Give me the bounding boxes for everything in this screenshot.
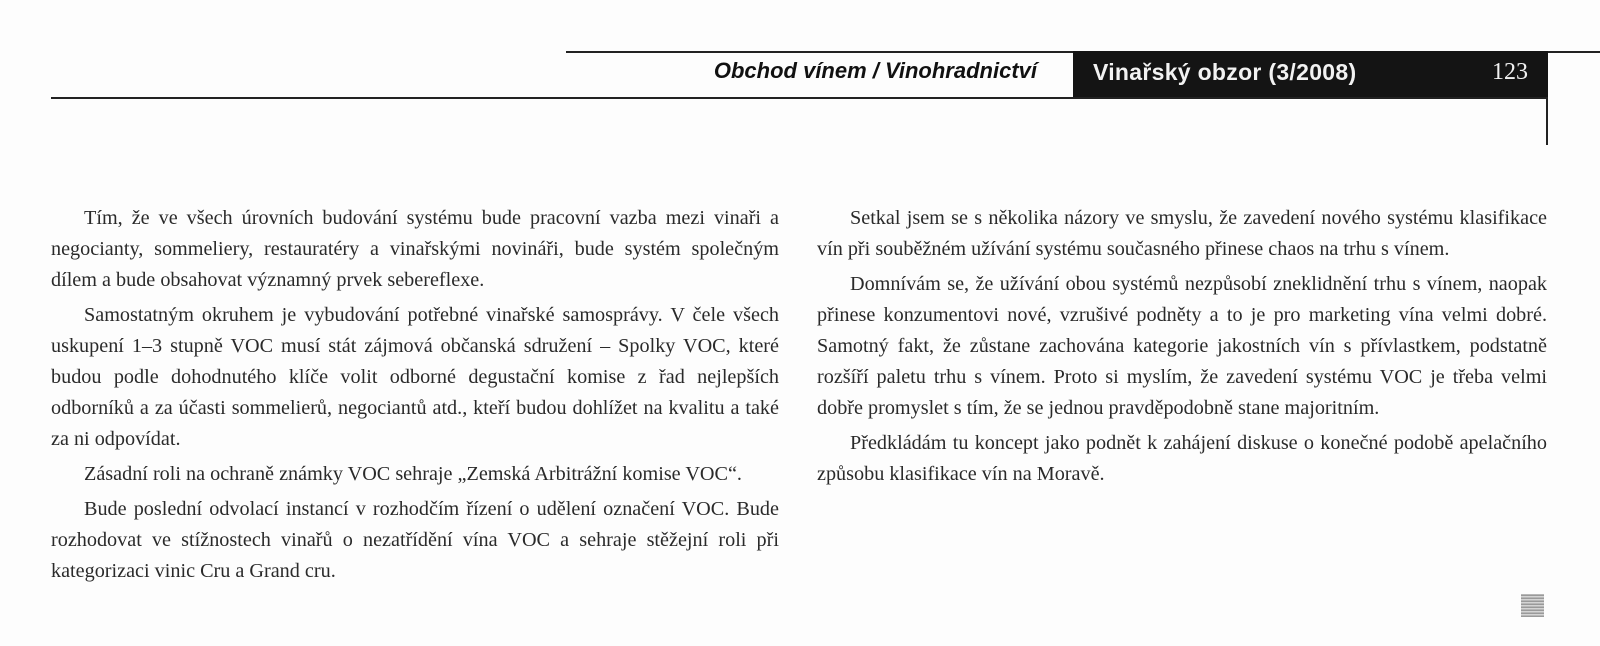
paragraph: Setkal jsem se s několika názory ve smyslu, že zavedení nového systému klasifikace vín při souběžném užívání systému současného přinese chaos na trhu s vínem. [817,207,1547,260]
left-column [51,203,779,591]
right-column [817,203,1547,494]
paragraph: Domnívám se, že užívání obou systémů nezpůsobí zneklidnění trhu s vínem, naopak přinese konzumentovi nové, vzrušivé podněty a to je pro marketing vína velmi dobré. Samotný fakt, že zůstane zachována kategorie jakostních vín s přívlastkem, podstatně rozšíří paletu trhu s vínem. Proto si myslím, že zavedení systému VOC je třeba velmi dobře promyslet s tím, že se jednou pravděpodobně stane majoritním. [817,273,1547,419]
page-number: 123 [1492,59,1528,85]
article-end-mark [1521,594,1544,617]
paragraph: Zásadní roli na ochraně známky VOC sehraje „Zemská Arbitrážní komise VOC“. [84,463,742,485]
section-title: Obchod vínem / Vinohradnictví [713,58,1037,83]
paragraph: Bude poslední odvolací instancí v rozhodčím řízení o udělení označení VOC. Bude rozhodovat ve stížnostech vinařů o nezatřídění vína VOC a sehraje stěžejní roli při kategorizaci vinic Cru a Grand cru. [51,498,779,582]
paragraph: Předkládám tu koncept jako podnět k zahájení diskuse o konečné podobě apelačního způsobu klasifikace vín na Moravě. [817,432,1547,485]
journal-name: Vinařský obzor (3/2008) [1093,59,1357,85]
paragraph: Tím, že ve všech úrovních budování systému bude pracovní vazba mezi vinaři a negocianty, sommeliery, restauratéry a vinařskými novináři, bude systém společným dílem a bude obsahovat významný prvek sebereflexe. [51,207,779,291]
header-bottom-rule [51,97,1548,99]
paragraph: Samostatným okruhem je vybudování potřebné vinařské samosprávy. V čele všech uskupení 1–3 stupně VOC musí stát zájmová občanská sdružení – Spolky VOC, které budou podle dohodnutého klíče volit odborné degustační komise z řad nejlepších odborníků a za účasti sommelierů, negociantů atd., kteří budou dohlížet na kvalitu a také za ni odpovídat. [51,304,779,450]
journal-banner [1073,51,1548,97]
header-side-rule [1546,97,1548,145]
